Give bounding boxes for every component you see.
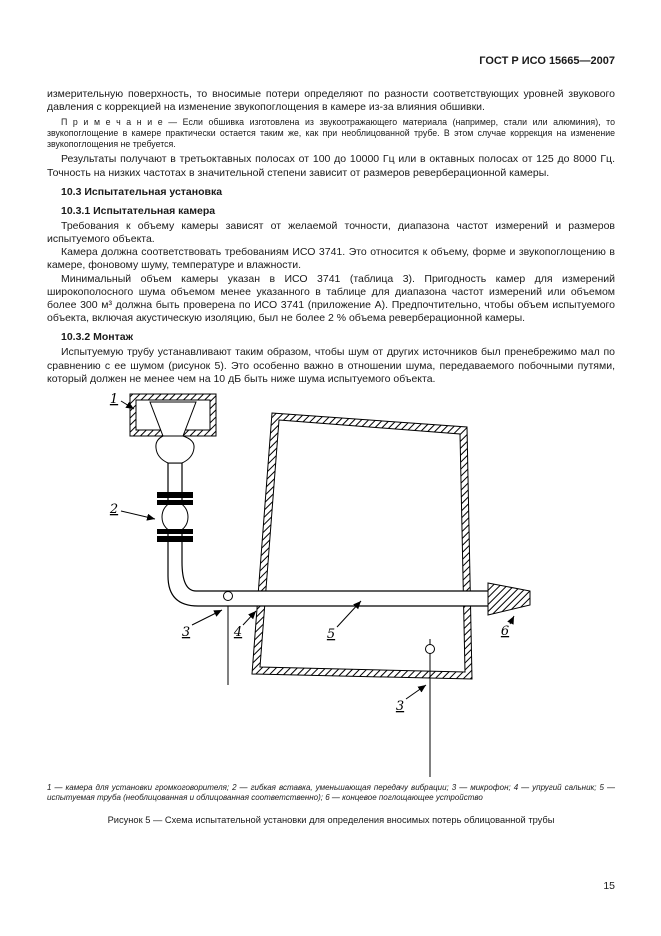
figure-diagram (0, 389, 661, 781)
callout-3-left: 3 (181, 625, 191, 641)
leader-6 (510, 616, 514, 624)
callout-5: 5 (326, 627, 336, 643)
callout-3-right: 3 (395, 699, 405, 715)
paragraph-requirements: Требования к объему камеры зависят от желаемой точности, диапазона частот измерений и размеров испытуемого объекта. (47, 219, 615, 246)
callout-1: 1 (109, 392, 119, 408)
figure-caption: Рисунок 5 — Схема испытательной установки для определения вносимых потерь облицованной трубы (107, 815, 555, 826)
end-absorber (488, 583, 530, 615)
leader-3-right (406, 685, 426, 699)
page-number: 15 (603, 880, 615, 892)
paragraph-chamber: Камера должна соответствовать требованиям ИСО 3741. Это относится к объему, форме и звукопоглощению в камере, фоновому шуму, температуре и влажности. (47, 246, 615, 272)
callout-4: 4 (233, 625, 243, 641)
leader-2 (121, 511, 155, 519)
callout-6: 6 (500, 624, 510, 640)
leader-4 (243, 611, 256, 625)
microphone-right-icon (426, 639, 435, 777)
test-setup-drawing (0, 389, 661, 781)
paragraph-results: Результаты получают в третьоктавных полосах от 100 до 10000 Гц или в октавных полосах от 125 до 8000 Гц. Точность на низких частотах в значительной степени зависит от размеров реверберационной камеры. (47, 153, 615, 179)
heading-10-3-2: 10.3.2 Монтаж (61, 331, 134, 344)
paragraph-continuation: измерительную поверхность, то вносимые потери определяют по разности соответствующих уровней звукового давления с коррекцией на изменение звукопоглощения в камере из-за влияния обшивки. (47, 88, 615, 114)
leader-3-left (192, 610, 222, 625)
note-paragraph: П р и м е ч а н и е — Если обшивка изготовлена из звукоотражающего материала (например, стали или алюминия), то звукопоглощение в камере практически остается таким же, как при необлицованной трубе. В этом случае коррекция на изменение звукопоглощения не требуется. (47, 117, 615, 150)
figure-legend: 1 — камера для установки громкоговорителя; 2 — гибкая вставка, уменьшающая передачу вибрации; 3 — микрофон; 4 — упругий сальник; 5 — испытуемая труба (необлицованная и облицованная соответственно); 6 — концевое поглощающее устройство (47, 783, 615, 803)
heading-10-3: 10.3 Испытательная установка (61, 185, 223, 198)
paragraph-mounting: Испытуемую трубу устанавливают таким образом, чтобы шум от других источников был пренебрежимо мал по сравнению с ее шумом (рисунок 5). Это особенно важно в отношении шума, передаваемого побочными путями, который должен не менее чем на 10 дБ быть ниже шума испытуемого объекта. (47, 346, 615, 385)
callout-2: 2 (109, 502, 119, 518)
standard-reference: ГОСТ Р ИСО 15665—2007 (479, 55, 615, 67)
heading-10-3-1: 10.3.1 Испытательная камера (61, 204, 216, 217)
speaker-driver (156, 436, 194, 463)
paragraph-volume: Минимальный объем камеры указан в ИСО 3741 (таблица 3). Пригодность камер для измерений широкополосного шума объемом менее указанного в таблице для диапазона частот измерений или объемом более 300 м³ должна быть проверена по ИСО 3741 (приложение А). Предпочтительно, чтобы объем испытуемого объекта, включая акустическую изоляцию, был не более 2 % объема реверберационной камеры. (47, 272, 615, 325)
reverberation-chamber (252, 413, 472, 679)
